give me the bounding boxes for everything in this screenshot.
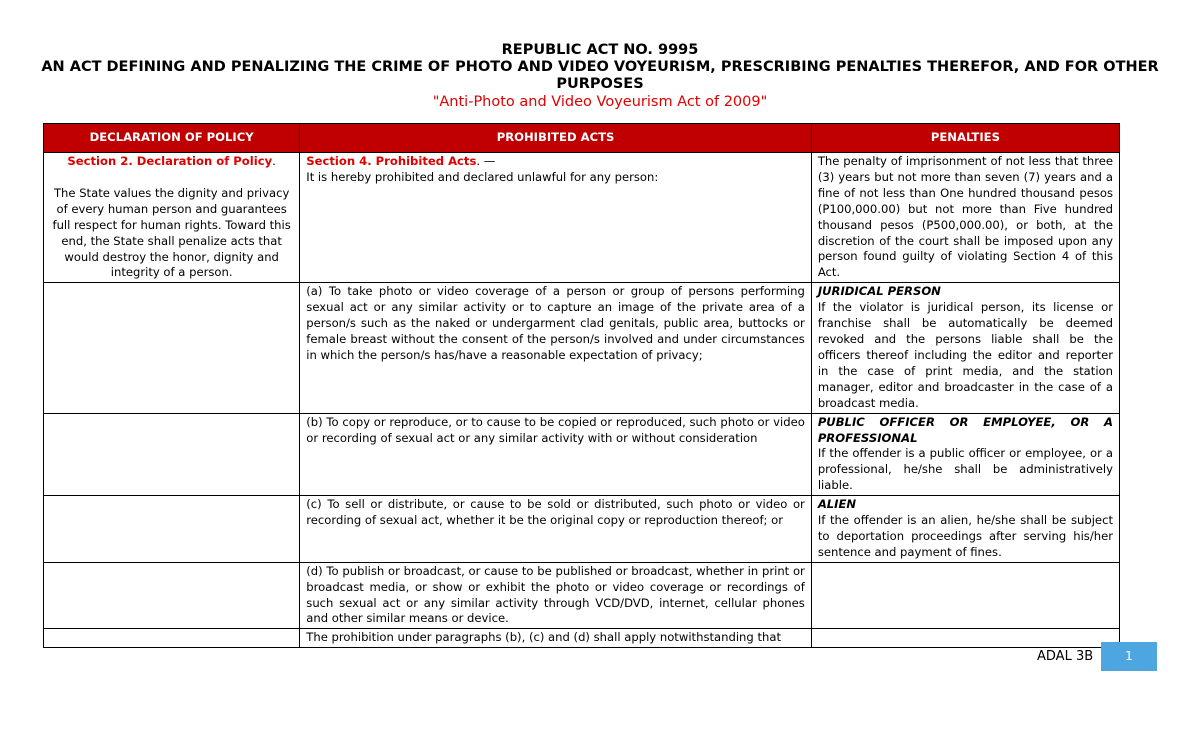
penalty-text-alien: If the offender is an alien, he/she shall be subject to deportation proceedings after serving his/her sentence and payment of fines. <box>817 513 1113 559</box>
empty-cell <box>44 629 300 648</box>
empty-cell <box>811 562 1119 629</box>
header-prohibited-acts: PROHIBITED ACTS <box>300 124 812 153</box>
policy-heading-text: Section 2. Declaration of Policy <box>67 154 273 168</box>
short-title: "Anti-Photo and Video Voyeurism Act of 2009" <box>432 94 768 110</box>
empty-cell <box>44 283 300 413</box>
document-title: REPUBLIC ACT NO. 9995 <box>501 42 699 58</box>
table-row <box>44 562 1120 629</box>
table-row <box>44 283 1120 413</box>
act-d-cell: (d) To publish or broadcast, or cause to be published or broadcast, whether in print or broadcast media, or show or exhibit the photo or video coverage or recordings of such sexual act or any similar activity through VCD/DVD, internet, cellular phones and other similar means or device. <box>300 562 812 629</box>
acts-heading-punct: . — <box>476 154 496 168</box>
empty-cell <box>44 496 300 563</box>
penalty-alien-cell <box>811 496 1119 563</box>
penalty-heading-juridical: JURIDICAL PERSON <box>817 284 941 299</box>
header-penalties: PENALTIES <box>811 124 1119 153</box>
prohibition-note-cell: The prohibition under paragraphs (b), (c) and (d) shall apply notwithstanding that <box>300 629 812 648</box>
empty-cell <box>44 413 300 496</box>
penalty-public-officer-cell <box>811 413 1119 496</box>
footer-label: ADAL 3B <box>1037 649 1094 664</box>
penalty-cell: The penalty of imprisonment of not less that three (3) years but not more than seven (7) years and a fine of not less than One hundred thousand pesos (P100,000.00) but not more than Five hundred thousand pesos (P500,000.00), or both, at the discretion of the court shall be imposed upon any person found guilty of violating Section 4 of this Act. <box>811 153 1119 283</box>
acts-heading <box>306 154 805 170</box>
act-b-cell: (b) To copy or reproduce, or to cause to be copied or reproduced, such photo or video or recording of sexual act or any similar activity with or without consideration <box>300 413 812 496</box>
empty-cell <box>44 562 300 629</box>
table-row <box>44 413 1120 496</box>
empty-cell <box>811 629 1119 648</box>
penalty-heading-alien: ALIEN <box>817 497 857 512</box>
page-number-badge: 1 <box>1101 642 1157 671</box>
penalty-juridical-cell <box>811 283 1119 413</box>
table-row <box>44 153 1120 283</box>
table-header-row <box>44 124 1120 153</box>
policy-cell <box>44 153 300 283</box>
penalty-text-juridical: If the violator is juridical person, its license or franchise shall be automatically be deemed revoked and the persons liable shall be the officers thereof including the editor and reporter in the case of print media, and the station manager, editor and broadcaster in the case of a broadcast media. <box>817 300 1113 410</box>
policy-heading-punct: . <box>272 154 276 168</box>
acts-intro-text: It is hereby prohibited and declared unlawful for any person: <box>306 169 659 184</box>
policy-text: The State values the dignity and privacy of every human person and guarantees full respect for human rights. Toward this end, the State shall penalize acts that would destroy the honor, dignity and integrity of a person. <box>52 185 291 280</box>
act-c-cell: (c) To sell or distribute, or cause to be sold or distributed, such photo or video or recording of sexual act, whether it be the original copy or reproduction thereof; or <box>300 496 812 563</box>
table-row <box>44 496 1120 563</box>
penalty-heading-public-officer: PUBLIC OFFICER OR EMPLOYEE, OR A PROFESSIONAL <box>817 414 1113 445</box>
document-subtitle: AN ACT DEFINING AND PENALIZING THE CRIME OF PHOTO AND VIDEO VOYEURISM, PRESCRIBING PENALTIES THEREFOR, AND FOR OTHER PURPOSES <box>41 59 1159 92</box>
policy-heading <box>50 154 293 170</box>
table-row <box>44 629 1120 648</box>
header-declaration-of-policy: DECLARATION OF POLICY <box>44 124 300 153</box>
comparison-table <box>43 123 1120 648</box>
acts-cell <box>300 153 812 283</box>
acts-heading-text: Section 4. Prohibited Acts <box>306 154 477 168</box>
act-a-cell: (a) To take photo or video coverage of a person or group of persons performing sexual act or any similar activity or to capture an image of the private area of a person/s such as the naked or undergarment clad genitals, public area, buttocks or female breast without the consent of the person/s involved and under circumstances in which the person/s has/have a reasonable expectation of privacy; <box>300 283 812 413</box>
document-header <box>40 42 1160 111</box>
penalty-text-public-officer: If the offender is a public officer or employee, or a professional, he/she shall be administratively liable. <box>817 446 1113 493</box>
